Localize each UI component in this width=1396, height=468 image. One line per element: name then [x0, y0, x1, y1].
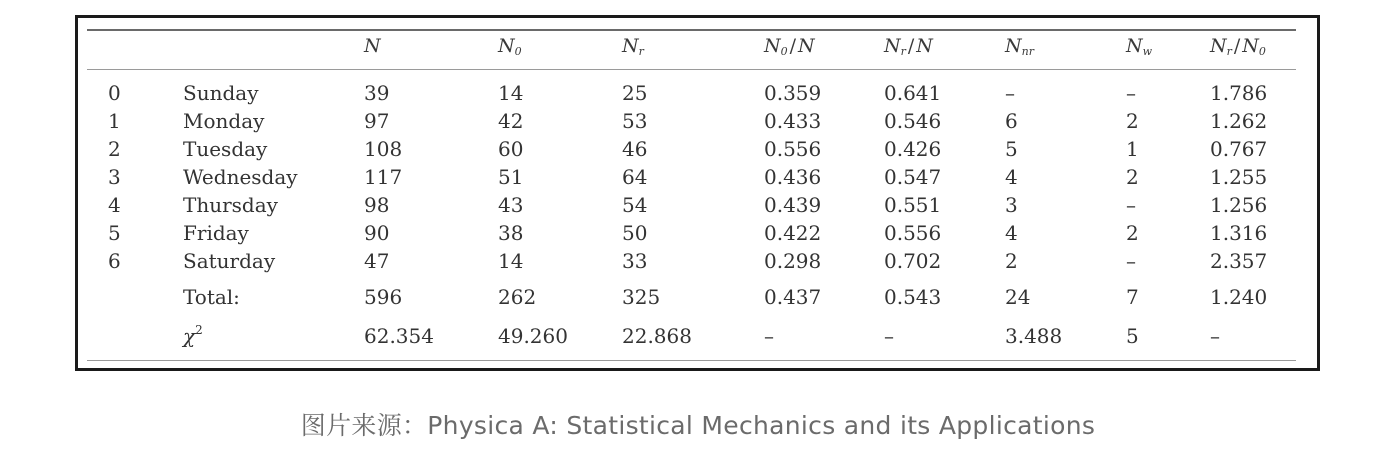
table-cell: 64	[622, 165, 648, 189]
table-cell: 98	[364, 193, 390, 217]
header-subscript: r	[1226, 45, 1232, 58]
row-index: 4	[108, 193, 121, 217]
table-cell: 60	[498, 137, 524, 161]
row-day-label: Sunday	[183, 81, 259, 105]
header-division-slash: /	[907, 35, 915, 57]
total-cell: 1.240	[1210, 285, 1268, 309]
header-symbol: N	[764, 35, 781, 57]
table-cell: 5	[1005, 137, 1018, 161]
column-header	[622, 34, 644, 58]
table-cell: 50	[622, 221, 648, 245]
table-cell: 42	[498, 109, 524, 133]
header-symbol: N	[1005, 35, 1022, 57]
header-symbol: N	[498, 35, 515, 57]
total-cell: 596	[364, 285, 403, 309]
table-cell: –	[1126, 81, 1136, 105]
table-cell: 38	[498, 221, 524, 245]
table-cell: 0.551	[884, 193, 942, 217]
column-header	[1126, 34, 1152, 58]
table-cell: 2.357	[1210, 249, 1268, 273]
column-header	[764, 34, 815, 58]
row-day-label: Wednesday	[183, 165, 298, 189]
table-cell: 1.256	[1210, 193, 1268, 217]
row-index: 6	[108, 249, 121, 273]
figure-source-caption: 图片来源：Physica A: Statistical Mechanics and its Applications	[300, 411, 1096, 440]
row-index: 0	[108, 81, 121, 105]
table-cell: 97	[364, 109, 390, 133]
header-denominator-symbol: N	[1242, 35, 1259, 57]
total-cell: 24	[1005, 285, 1031, 309]
total-cell: 7	[1126, 285, 1139, 309]
row-day-label: Tuesday	[183, 137, 268, 161]
table-cell: 117	[364, 165, 403, 189]
row-day-label: Saturday	[183, 249, 276, 273]
total-row-label: Total:	[183, 285, 240, 309]
chi-square-cell: –	[1210, 324, 1220, 348]
column-header	[1005, 34, 1034, 58]
table-cell: 0.298	[764, 249, 822, 273]
table-cell: –	[1005, 81, 1015, 105]
header-subscript: w	[1142, 45, 1153, 58]
table-cell: 0.702	[884, 249, 942, 273]
table-top-rule	[87, 29, 1296, 31]
header-denominator-symbol: N	[916, 35, 933, 57]
header-subscript: 0	[780, 45, 788, 58]
table-cell: 1.786	[1210, 81, 1268, 105]
table-cell: 4	[1005, 221, 1018, 245]
table-cell: 1.316	[1210, 221, 1268, 245]
chi-square-cell: –	[884, 324, 894, 348]
table-cell: 54	[622, 193, 648, 217]
header-division-slash: /	[1233, 35, 1241, 57]
table-cell: 25	[622, 81, 648, 105]
table-cell: 39	[364, 81, 390, 105]
header-subscript: nr	[1021, 45, 1034, 58]
column-header	[364, 34, 381, 58]
table-frame	[75, 15, 1320, 371]
row-index: 1	[108, 109, 121, 133]
table-cell: 6	[1005, 109, 1018, 133]
table-cell: 0.439	[764, 193, 822, 217]
chi-square-cell: 22.868	[622, 324, 692, 348]
chi-square-cell: 3.488	[1005, 324, 1063, 348]
table-cell: 43	[498, 193, 524, 217]
table-bottom-rule	[87, 360, 1296, 361]
header-subscript: r	[638, 45, 644, 58]
row-day-label: Thursday	[183, 193, 278, 217]
table-cell: 0.433	[764, 109, 822, 133]
table-cell: 4	[1005, 165, 1018, 189]
header-denominator-subscript: 0	[1258, 45, 1266, 58]
chi-square-cell: –	[764, 324, 774, 348]
header-symbol: N	[364, 35, 381, 57]
table-cell: 0.546	[884, 109, 942, 133]
table-cell: 33	[622, 249, 648, 273]
table-cell: 2	[1005, 249, 1018, 273]
table-cell: –	[1126, 193, 1136, 217]
total-cell: 0.437	[764, 285, 822, 309]
table-cell: 0.426	[884, 137, 942, 161]
table-cell: 0.556	[884, 221, 942, 245]
table-cell: 1.255	[1210, 165, 1268, 189]
table-cell: 2	[1126, 109, 1139, 133]
table-cell: 14	[498, 81, 524, 105]
header-symbol: N	[884, 35, 901, 57]
total-cell: 0.543	[884, 285, 942, 309]
chi-square-cell: 5	[1126, 324, 1139, 348]
table-cell: 2	[1126, 165, 1139, 189]
table-cell: 2	[1126, 221, 1139, 245]
table-cell: 47	[364, 249, 390, 273]
table-cell: 90	[364, 221, 390, 245]
total-cell: 262	[498, 285, 537, 309]
table-cell: –	[1126, 249, 1136, 273]
table-cell: 0.436	[764, 165, 822, 189]
column-header	[884, 34, 933, 58]
row-day-label: Friday	[183, 221, 249, 245]
table-cell: 46	[622, 137, 648, 161]
header-subscript: 0	[514, 45, 522, 58]
table-cell: 3	[1005, 193, 1018, 217]
header-division-slash: /	[789, 35, 797, 57]
row-index: 5	[108, 221, 121, 245]
header-denominator-symbol: N	[798, 35, 815, 57]
header-symbol: N	[1210, 35, 1227, 57]
table-header-rule	[87, 69, 1296, 70]
chi-square-cell: 49.260	[498, 324, 568, 348]
table-cell: 0.359	[764, 81, 822, 105]
row-index: 2	[108, 137, 121, 161]
chi-square-cell: 62.354	[364, 324, 434, 348]
chi-square-label	[183, 324, 203, 348]
column-header	[498, 34, 522, 58]
table-cell: 0.422	[764, 221, 822, 245]
header-symbol: N	[1126, 35, 1143, 57]
table-cell: 51	[498, 165, 524, 189]
row-index: 3	[108, 165, 121, 189]
table-cell: 108	[364, 137, 403, 161]
table-cell: 53	[622, 109, 648, 133]
table-cell: 0.767	[1210, 137, 1268, 161]
table-cell: 0.556	[764, 137, 822, 161]
total-cell: 325	[622, 285, 661, 309]
table-cell: 0.641	[884, 81, 942, 105]
table-cell: 1.262	[1210, 109, 1268, 133]
table-cell: 1	[1126, 137, 1139, 161]
column-header	[1210, 34, 1266, 58]
row-day-label: Monday	[183, 109, 265, 133]
chi-symbol: χ	[183, 324, 196, 348]
chi-exponent: 2	[195, 323, 203, 337]
table-cell: 14	[498, 249, 524, 273]
header-subscript: r	[900, 45, 906, 58]
header-symbol: N	[622, 35, 639, 57]
table-cell: 0.547	[884, 165, 942, 189]
